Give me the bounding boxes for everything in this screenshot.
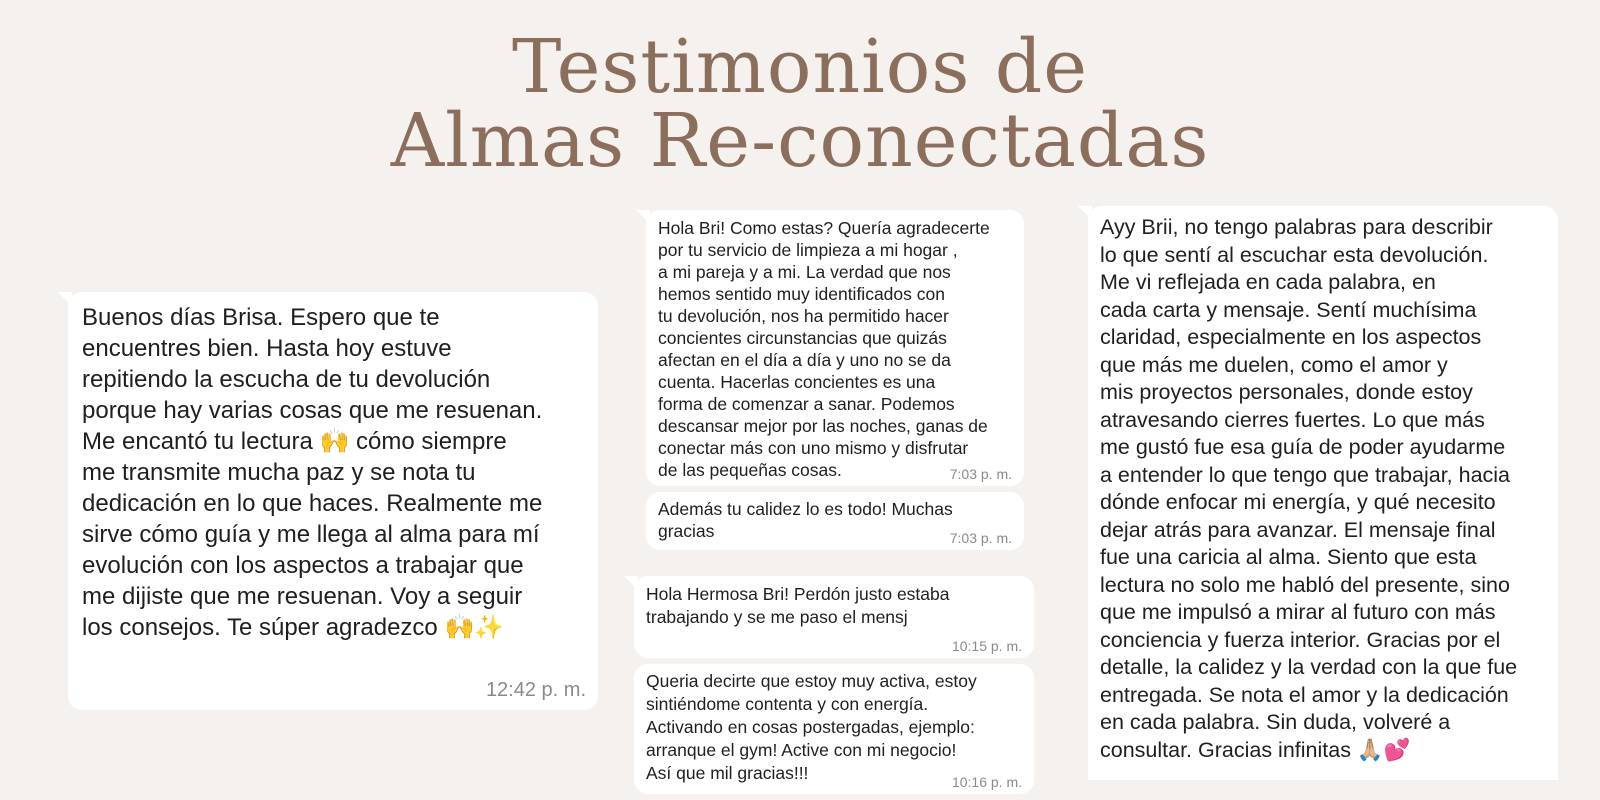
message-text: Buenos días Brisa. Espero que te encuentres bien. Hasta hoy estuve repitiendo la escucha de tu devolución porque hay varias cosas que me resuenan. Me encantó tu lectura 🙌 cómo siempre me transmite mucha paz y se nota tu dedicación en lo que haces. Realmente me sirve cómo guía y me llega al alma para mí evolución con los aspectos a trabajar que me dijiste que me resuenan. Voy a seguir los consejos. Te súper agradezco 🙌✨ <box>82 304 543 641</box>
testimonial-bubble-4 <box>634 576 1034 658</box>
page-title <box>0 24 1600 184</box>
message-text: Queria decirte que estoy muy activa, estoy sintiéndome contenta y con energía. Activando en cosas postergadas, ejemplo: arranque el gym! Active con mi negocio! Así que mil gracias!!! <box>646 671 977 783</box>
testimonial-bubble-3 <box>646 492 1024 550</box>
message-text: Ayy Brii, no tengo palabras para describir lo que sentí al escuchar esta devolución. Me vi reflejada en cada palabra, en cada carta y mensaje. Sentí muchísima claridad, especialmente en los aspectos que más me duelen, como el amor y mis proyectos personales, donde estoy atravesando cierres fuertes. Lo que más me gustó fue esa guía de poder ayudarme a entender lo que tengo que trabajar, hacia dónde enfocar mi energía, y qué necesito dejar atrás para avanzar. El mensaje final fue una caricia al alma. Siento que esta lectura no solo me habló del presente, sino que me impulsó a mirar al futuro con más conciencia y fuerza interior. Gracias por el detalle, la calidez y la verdad con la que fue entregada. Se nota el amor y la dedicación en cada palabra. Sin duda, volveré a consultar. Gracias infinitas 🙏🏼💕 <box>1100 215 1518 762</box>
message-text: Hola Hermosa Bri! Perdón justo estaba trabajando y se me paso el mensj <box>646 584 950 627</box>
message-text: Además tu calidez lo es todo! Muchas gracias <box>658 499 953 541</box>
message-text: Hola Bri! Como estas? Quería agradecerte por tu servicio de limpieza a mi hogar , a mi pareja y a mi. La verdad que nos hemos sentido muy identificados con tu devolución, nos ha permitido hacer concientes circunstancias que quizás afectan en el día a día y uno no se da cuenta. Hacerlas concientes es una forma de comenzar a sanar. Podemos descansar mejor por las noches, ganas de conectar más con uno mismo y disfrutar de las pequeñas cosas. <box>658 218 990 480</box>
message-timestamp: 10:15 p. m. <box>951 638 1022 654</box>
title-line-2: Almas Re-conectadas <box>390 98 1210 184</box>
testimonial-bubble-6 <box>1088 206 1558 780</box>
testimonial-bubble-2 <box>646 210 1024 486</box>
message-timestamp: 12:42 p. m. <box>485 679 586 701</box>
testimonial-bubble-5 <box>634 664 1034 794</box>
message-timestamp: 7:03 p. m. <box>949 530 1012 546</box>
message-timestamp: 7:03 p. m. <box>949 466 1012 482</box>
title-line-1: Testimonios de <box>511 24 1089 110</box>
testimonial-bubble-1 <box>68 292 598 710</box>
message-timestamp: 10:16 p. m. <box>951 774 1022 790</box>
